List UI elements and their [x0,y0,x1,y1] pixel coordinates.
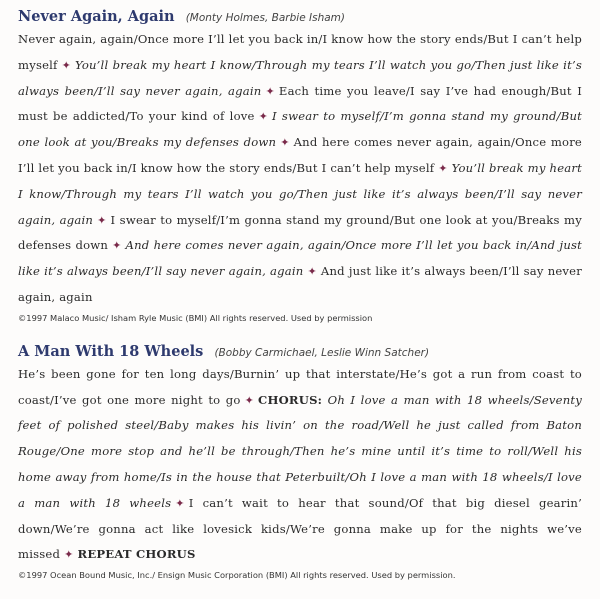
lyric-segment: I can’t wait to hear that sound/Of that big diesel gearin’ down/We’re gonna act like lovesick kids/We’re gonna make up for the nights we’ve missed [18,495,582,562]
separator-diamond-icon: ✦ [244,393,255,407]
copyright-notice: ©1997 Malaco Music/ Isham Ryle Music (BMI) All rights reserved. Used by permission [18,312,373,323]
separator-diamond-icon: ✦ [258,110,268,124]
lyric-segment: Never again, again/Once more I’ll let you back in/I know how the story ends/But I can’t help myself [18,32,582,72]
song-title: A Man With 18 Wheels [18,342,204,360]
separator-diamond-icon: ✦ [175,496,185,510]
lyric-segment: He’s been gone for ten long days/Burnin’ up that interstate/He’s got a run from coast to coast/I’ve got one more night to go [18,366,582,407]
song-lyrics [18,27,582,311]
song-title-line [18,341,582,360]
separator-diamond-icon: ✦ [112,239,122,253]
separator-diamond-icon: ✦ [280,136,290,150]
lyric-segment: And here comes never again, again/Once more I’ll let you back in/And just like it’s always been/I’ll say never again, again [18,238,582,279]
song-title: Never Again, Again [18,8,175,25]
song-never-again-again [18,6,582,323]
song-title-line [18,6,582,25]
song-writers: (Bobby Carmichael, Leslie Winn Satcher) [214,346,430,359]
separator-diamond-icon: ✦ [64,548,74,562]
lyric-segment: Oh I love a man with 18 wheels/Seventy feet of polished steel/Baby makes his livin’ on the road/Well he just called from Baton Rouge/One more stop and he’ll be through/Then he’s mine until it’s time to roll/Well his home away from home/Is in the house that Peterbuilt/Oh I love a man with 18 wheels/I love a man with 18 wheels [18,392,583,510]
song-lyrics [18,362,582,568]
lyric-segment: Each time you leave/I say I’ve had enough/But I must be addicted/To your kind of love [18,83,582,124]
chorus-label: CHORUS: [258,392,323,407]
song-writers: (Monty Holmes, Barbie Isham) [185,12,345,24]
separator-diamond-icon: ✦ [61,58,71,72]
lyric-segment: You’ll break my heart I know/Through my tears I’ll watch you go/Then just like it’s always been/I’ll say never again, again [18,57,582,98]
lyric-segment: And just like it’s always been/I’ll say never again, again [18,264,582,304]
lyric-segment: You’ll break my heart I know/Through my tears I’ll watch you go/Then just like it’s always been/I’ll say never again, again [18,160,582,227]
copyright-notice: ©1997 Ocean Bound Music, Inc./ Ensign Music Corporation (BMI) All rights reserved. Used by permission. [18,570,456,581]
lyric-segment: I swear to myself/I’m gonna stand my ground/But one look at you/Breaks my defenses down [18,109,582,150]
separator-diamond-icon: ✦ [265,84,275,98]
separator-diamond-icon: ✦ [307,265,317,279]
separator-diamond-icon: ✦ [438,161,448,175]
lyric-segment: And here comes never again, again/Once more I’ll let you back in/I know how the story ends/But I can’t help myself [18,135,582,175]
song-a-man-with-18-wheels [18,341,582,580]
chorus-label: REPEAT CHORUS [77,547,196,562]
lyric-segment: I swear to myself/I’m gonna stand my ground/But one look at you/Breaks my defenses down [18,212,582,253]
separator-diamond-icon: ✦ [97,213,107,227]
